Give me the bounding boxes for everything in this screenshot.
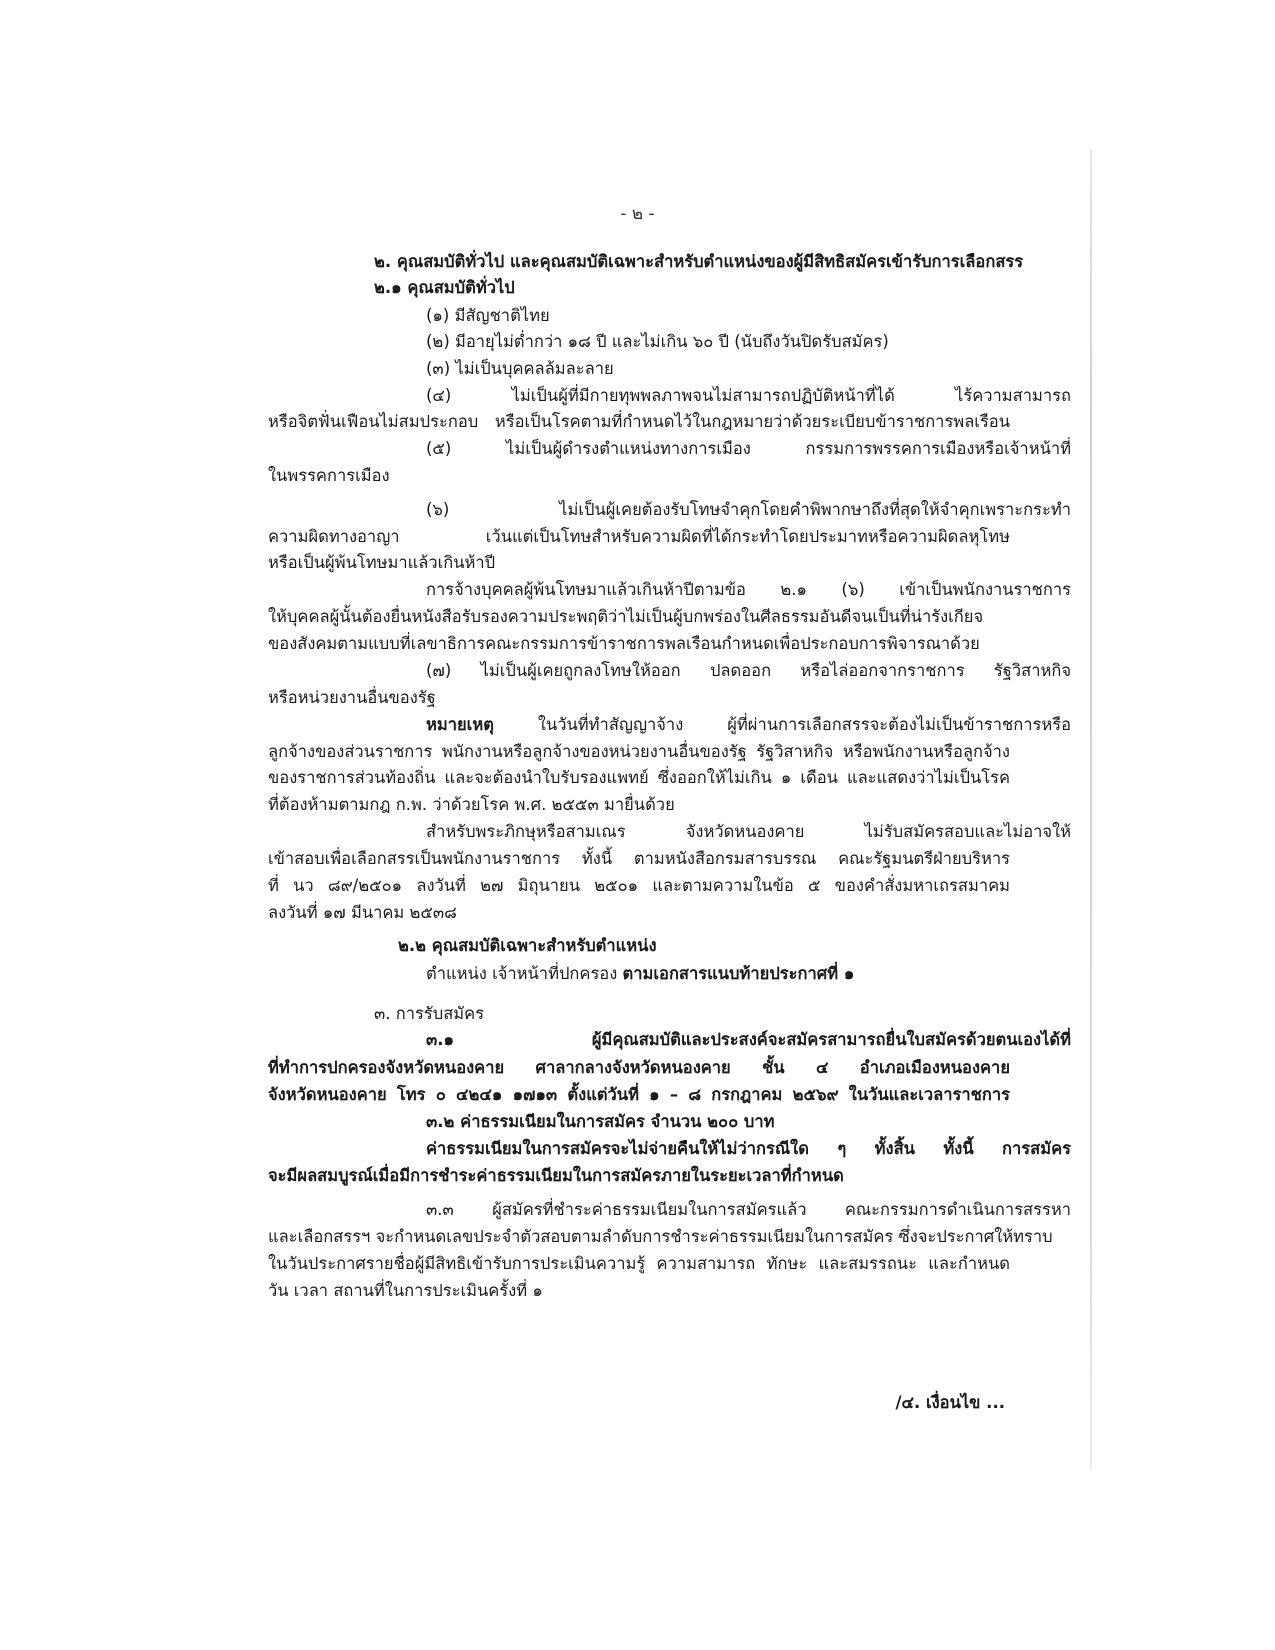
remark-line — [426, 715, 1071, 735]
qualification-6-note: การจ้างบุคคลผู้พ้นโทษมาแล้วเกินห้าปีตามข้อ ๒.๑ (๖) เข้าเป็นพนักงานราชการ — [426, 580, 1071, 599]
section-2-1-heading: ๒.๑ คุณสมบัติทั่วไป — [374, 278, 515, 297]
section-3-3-cont-3: วัน เวลา สถานที่ในการประเมินครั้งที่ ๑ — [268, 1281, 543, 1300]
remark-cont-1: ลูกจ้างของส่วนราชการ พนักงานหรือลูกจ้างของหน่วยงานอื่นของรัฐ รัฐวิสาหกิจ หรือพนักงานหรือลูกจ้าง — [268, 742, 1010, 761]
section-3-2: ๓.๒ ค่าธรรมเนียมในการสมัคร จำนวน ๒๐๐ บาท — [426, 1112, 775, 1131]
position-text: ตำแหน่ง เจ้าหน้าที่ปกครอง — [426, 964, 623, 983]
remark-cont-3: ที่ต้องห้ามตามกฎ ก.พ. ว่าด้วยโรค พ.ศ. ๒๕๕๓ มายื่นด้วย — [268, 795, 675, 814]
qualification-6-note-cont-2: ของสังคมตามแบบที่เลขาธิการคณะกรรมการข้าราชการพลเรือนกำหนดเพื่อประกอบการพิจารณาด้วย — [268, 634, 980, 653]
page-number: - ๒ - — [620, 204, 655, 224]
section-2-heading: ๒. คุณสมบัติทั่วไป และคุณสมบัติเฉพาะสำหรับตำแหน่งของผู้มีสิทธิสมัครเข้ารับการเลือกสรร — [374, 252, 1024, 271]
monk-notice-cont-1: เข้าสอบเพื่อเลือกสรรเป็นพนักงานราชการ ทั้งนี้ ตามหนังสือกรมสารบรรณ คณะรัฐมนตรีฝ่ายบริหาร — [268, 849, 1010, 868]
monk-notice-cont-2: ที่ นว ๘๙/๒๕๐๑ ลงวันที่ ๒๗ มิถุนายน ๒๕๐๑ และตามความในข้อ ๕ ของคำสั่งมหาเถรสมาคม — [268, 876, 1010, 895]
qualification-7: (๗) ไม่เป็นผู้เคยถูกลงโทษให้ออก ปลดออก หรือไล่ออกจากราชการ รัฐวิสาหกิจ — [426, 661, 1071, 680]
section-3-1-cont-1: ที่ทำการปกครองจังหวัดหนองคาย ศาลากลางจังหวัดหนองคาย ชั้น ๔ อำเภอเมืองหนองคาย — [268, 1058, 1010, 1077]
section-3-1: ๓.๑ ผู้มีคุณสมบัติและประสงค์จะสมัครสามารถยื่นใบสมัครด้วยตนเองได้ที่ — [426, 1030, 1071, 1049]
qualification-1: (๑) มีสัญชาติไทย — [426, 306, 550, 325]
monk-notice-cont-3: ลงวันที่ ๑๗ มีนาคม ๒๕๓๘ — [268, 903, 457, 922]
position-line — [426, 964, 854, 984]
qualification-4: (๔) ไม่เป็นผู้ที่มีกายทุพพลภาพจนไม่สามารถปฏิบัติหน้าที่ได้ ไร้ความสามารถ — [426, 386, 1071, 405]
remark-label: หมายเหตุ — [426, 715, 494, 734]
qualification-5-cont: ในพรรคการเมือง — [268, 466, 390, 485]
footer-continuation: /๔. เงื่อนไข ... — [895, 1393, 1005, 1412]
qualification-4-cont: หรือจิตฟั่นเฟือนไม่สมประกอบ หรือเป็นโรคตามที่กำหนดไว้ในกฎหมายว่าด้วยระเบียบข้าราชการพลเรือน — [268, 412, 1010, 431]
monk-notice: สำหรับพระภิกษุหรือสามเณร จังหวัดหนองคาย ไม่รับสมัครสอบและไม่อาจให้ — [426, 822, 1071, 841]
position-attachment: ตามเอกสารแนบท้ายประกาศที่ ๑ — [622, 964, 855, 983]
section-3-3-cont-1: และเลือกสรรฯ จะกำหนดเลขประจำตัวสอบตามลำดับการชำระค่าธรรมเนียมในการสมัคร ซึ่งจะประกาศให้ทราบ — [268, 1227, 1053, 1246]
section-3-3-cont-2: ในวันประกาศรายชื่อผู้มีสิทธิเข้ารับการประเมินความรู้ ความสามารถ ทักษะ และสมรรถนะ และกำหนด — [268, 1254, 1010, 1273]
scan-page-edge — [1090, 150, 1092, 1470]
qualification-6: (๖) ไม่เป็นผู้เคยต้องรับโทษจำคุกโดยคำพิพากษาถึงที่สุดให้จำคุกเพราะกระทำ — [426, 500, 1071, 519]
qualification-7-cont: หรือหน่วยงานอื่นของรัฐ — [268, 688, 436, 707]
qualification-6-note-cont-1: ให้บุคคลผู้นั้นต้องยื่นหนังสือรับรองความประพฤติว่าไม่เป็นผู้บกพร่องในศีลธรรมอันดีจนเป็นที่น่ารังเกียจ — [268, 607, 984, 626]
qualification-5: (๕) ไม่เป็นผู้ดำรงตำแหน่งทางการเมือง กรรมการพรรคการเมืองหรือเจ้าหน้าที่ — [426, 439, 1071, 458]
qualification-6-cont-2: หรือเป็นผู้พ้นโทษมาแล้วเกินห้าปี — [268, 553, 496, 572]
section-3-2-fee-note: ค่าธรรมเนียมในการสมัครจะไม่จ่ายคืนให้ไม่ว่ากรณีใด ๆ ทั้งสิ้น ทั้งนี้ การสมัคร — [426, 1139, 1071, 1158]
section-3-2-fee-note-cont: จะมีผลสมบูรณ์เมื่อมีการชำระค่าธรรมเนียมในการสมัครภายในระยะเวลาที่กำหนด — [268, 1166, 844, 1185]
remark-text: ในวันที่ทำสัญญาจ้าง ผู้ที่ผ่านการเลือกสรรจะต้องไม่เป็นข้าราชการหรือ — [493, 715, 1071, 734]
qualification-2: (๒) มีอายุไม่ต่ำกว่า ๑๘ ปี และไม่เกิน ๖๐ ปี (นับถึงวันปิดรับสมัคร) — [426, 332, 889, 351]
qualification-6-cont-1: ความผิดทางอาญา เว้นแต่เป็นโทษสำหรับความผิดที่ได้กระทำโดยประมาทหรือความผิดลหุโทษ — [268, 527, 1010, 546]
section-2-2-heading: ๒.๒ คุณสมบัติเฉพาะสำหรับตำแหน่ง — [398, 936, 657, 955]
section-3-3: ๓.๓ ผู้สมัครที่ชำระค่าธรรมเนียมในการสมัครแล้ว คณะกรรมการดำเนินการสรรหา — [426, 1200, 1071, 1219]
section-3-heading: ๓. การรับสมัคร — [374, 1004, 485, 1023]
remark-cont-2: ของราชการส่วนท้องถิ่น และจะต้องนำใบรับรองแพทย์ ซึ่งออกให้ไม่เกิน ๑ เดือน และแสดงว่าไม่เป็นโรค — [268, 768, 1010, 787]
qualification-3: (๓) ไม่เป็นบุคคลล้มละลาย — [426, 359, 614, 378]
section-3-1-cont-2: จังหวัดหนองคาย โทร ๐ ๔๒๔๑ ๑๗๑๓ ตั้งแต่วันที่ ๑ – ๘ กรกฎาคม ๒๕๖๙ ในวันและเวลาราชการ — [268, 1085, 1010, 1104]
